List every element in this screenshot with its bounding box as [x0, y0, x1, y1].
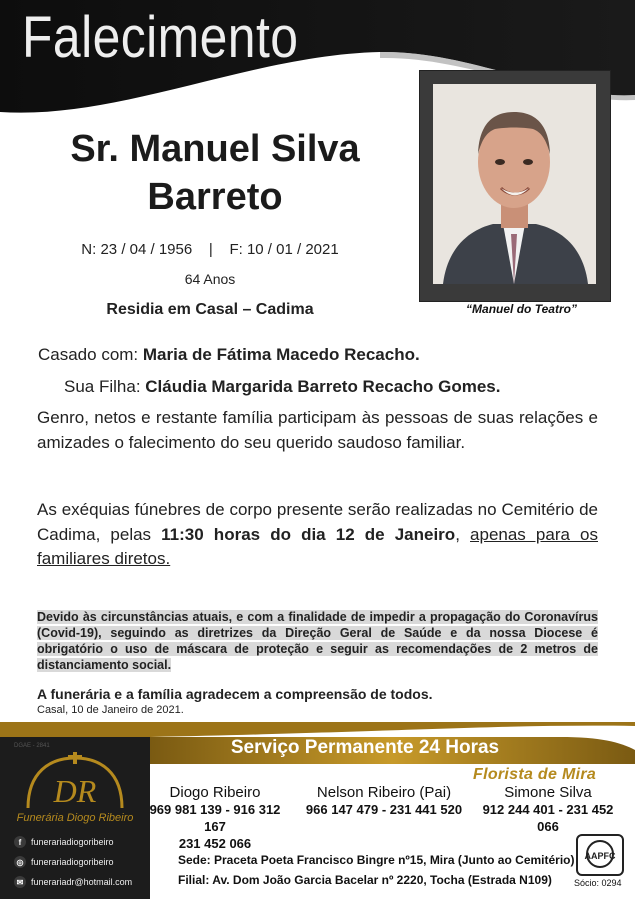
funeral-time: 11:30 horas do dia 12 de Janeiro — [161, 524, 456, 544]
social-email[interactable] — [14, 876, 132, 888]
daughter-label: Sua Filha: — [64, 377, 146, 396]
contact-diogo — [140, 784, 290, 852]
service-banner: Serviço Permanente 24 Horas — [230, 737, 500, 758]
age: 64 Anos — [184, 271, 236, 287]
page-title: Falecimento — [22, 5, 299, 70]
brand-name: Funerária Diogo Ribeiro — [16, 812, 134, 824]
funeral-paragraph — [37, 498, 598, 572]
instagram-handle: funerariadiogoribeiro — [31, 857, 114, 867]
family-only-note: apenas para os familiares diretos. — [37, 524, 598, 568]
deceased-name-line1: Sr. Manuel Silva — [70, 128, 360, 170]
contact-name: Simone Silva — [504, 784, 592, 801]
daughter-name: Cláudia Margarida Barreto Recacho Gomes. — [145, 377, 501, 396]
photo-caption: “Manuel do Teatro” — [466, 302, 577, 316]
birth-death-dates: N: 23 / 04 / 1956 | F: 10 / 01 / 2021 — [81, 241, 339, 258]
contact-name: Nelson Ribeiro (Pai) — [316, 784, 452, 801]
deceased-name-line2: Barreto — [147, 176, 283, 218]
contact-simone — [473, 784, 623, 835]
aapfc-logo-text: AAPFC — [584, 851, 616, 861]
logo-monogram: DR — [53, 773, 97, 809]
thanks-line: A funerária e a família agradecem a compreensão de todos. — [37, 686, 433, 702]
address-sede: Sede: Praceta Poeta Francisco Bingre nº15, Mira (Junto ao Cemitério) — [178, 853, 575, 867]
contact-phone: 966 147 479 - 231 441 520 — [305, 802, 463, 817]
funeral-text: As exéquias fúnebres de corpo presente serão realizadas no Cemitério de Cadima, pelas — [37, 500, 598, 544]
covid-notice-text: Devido às circunstâncias atuais, e com a finalidade de impedir a propagação do Coronavírus (Covid-19), seguindo as diretrizes da Direção Geral de Saúde e da nossa Diocese é obrigatório o uso de máscara de proteção e seguir as recomendações de 2 metros de distanciamento social. — [37, 610, 598, 672]
place-date: Casal, 10 de Janeiro de 2021. — [37, 704, 184, 716]
portrait-frame — [419, 70, 611, 302]
aapfc-logo — [576, 834, 624, 876]
email-icon: ✉ — [14, 876, 26, 888]
florist-name: Florista de Mira — [473, 766, 597, 783]
social-facebook[interactable] — [14, 836, 114, 848]
covid-notice — [37, 609, 598, 673]
deceased-name — [0, 125, 430, 221]
contact-nelson — [304, 784, 464, 818]
portrait-photo — [433, 84, 596, 284]
spouse-name: Maria de Fátima Macedo Recacho. — [142, 345, 420, 364]
spouse-line — [38, 345, 420, 365]
instagram-icon: ◎ — [14, 856, 26, 868]
address-filial: Filial: Av. Dom João Garcia Bacelar nº 2220, Tocha (Estrada N109) — [178, 873, 552, 887]
facebook-icon: f — [14, 836, 26, 848]
contact-name: Diogo Ribeiro — [169, 784, 261, 801]
member-number: Sócio: 0294 — [574, 878, 622, 888]
residence: Residia em Casal – Cadima — [106, 301, 314, 318]
facebook-handle: funerariadiogoribeiro — [31, 837, 114, 847]
dgae-code: DGAE - 2841 — [14, 743, 50, 749]
contact-phone: 912 244 401 - 231 452 066 — [482, 802, 614, 834]
email-address: funerariadr@hotmail.com — [31, 877, 133, 887]
funeral-comma: , — [455, 524, 471, 544]
daughter-line — [64, 377, 501, 397]
spouse-label: Casado com: — [38, 345, 143, 364]
announcement-paragraph: Genro, netos e restante família participam às pessoas de suas relações e amizades o falecimento do seu querido saudoso familiar. — [37, 408, 598, 452]
social-instagram[interactable] — [14, 856, 114, 868]
funeral-home-logo — [20, 752, 130, 816]
contact-phone: 969 981 139 - 916 312 167 — [149, 802, 281, 834]
contact-phone-2: 231 452 066 — [178, 836, 252, 851]
